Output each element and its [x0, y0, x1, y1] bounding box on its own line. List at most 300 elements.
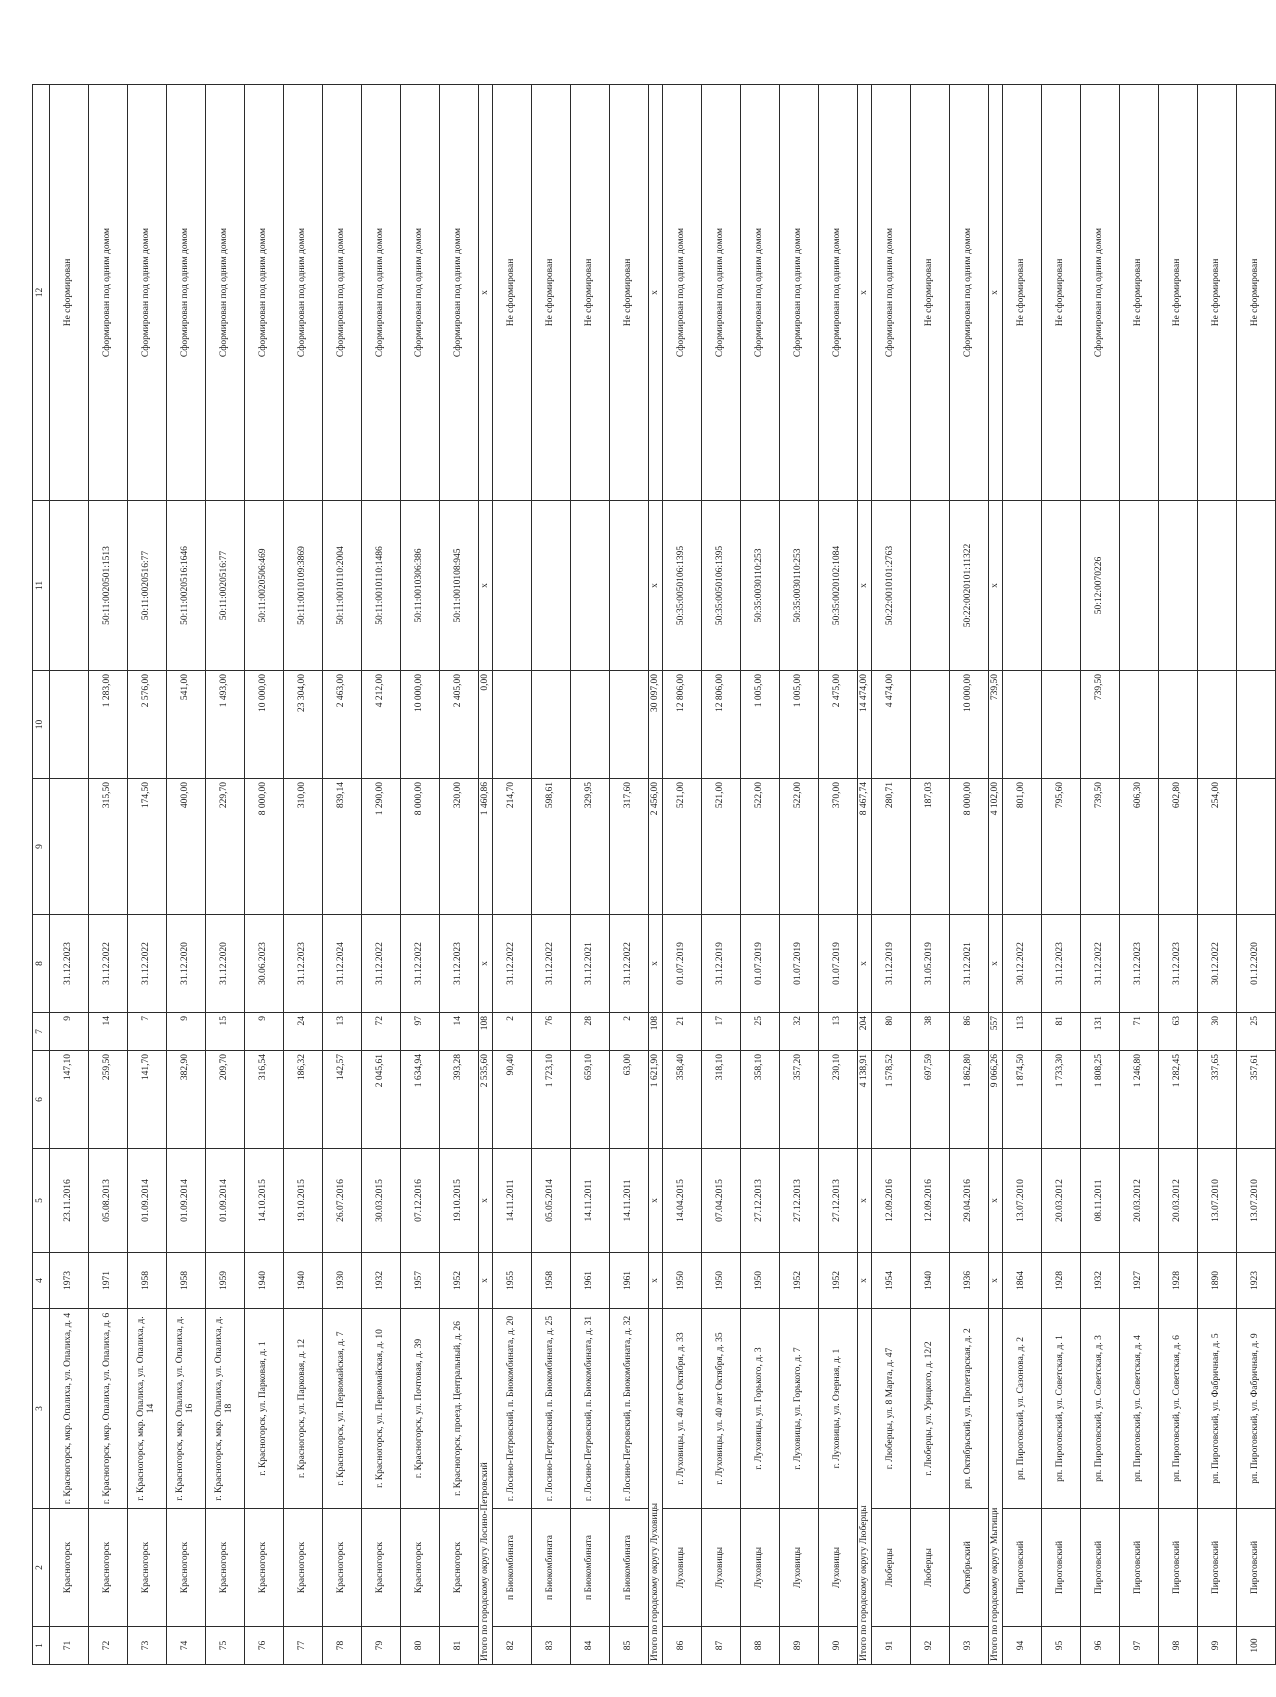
- settlement-cell: Красногорск: [401, 1509, 440, 1627]
- subtotal-year: x: [479, 1253, 493, 1309]
- cadastral-cell: [1042, 501, 1081, 671]
- col9-cell: 8 000,00: [950, 779, 989, 915]
- table-row: [440, 85, 479, 1665]
- residents-cell: 14: [89, 1013, 128, 1051]
- cadastral-cell: 50:35:0050106:1395: [702, 501, 741, 671]
- col10-cell: 1 283,00: [89, 671, 128, 779]
- address-cell: рп. Пироговский, ул. Сазонова, д. 2: [1003, 1309, 1042, 1509]
- residents-cell: 81: [1042, 1013, 1081, 1051]
- col10-cell: 12 806,00: [702, 671, 741, 779]
- col10-cell: [1003, 671, 1042, 779]
- date-cell: 01.09.2014: [206, 1149, 245, 1253]
- land-status-cell: Сформирован под одним домом: [1081, 85, 1120, 501]
- col9-cell: 329,95: [571, 779, 610, 915]
- area-cell: 659,10: [571, 1051, 610, 1149]
- address-cell: г. Красногорск, проезд. Центральный, д. 26: [440, 1309, 479, 1509]
- row-number: 87: [702, 1627, 741, 1665]
- date-cell: 01.09.2014: [167, 1149, 206, 1253]
- date-cell: 29.04.2016: [950, 1149, 989, 1253]
- row-number: 79: [362, 1627, 401, 1665]
- rotated-page: [32, 85, 1261, 1665]
- subtotal-status: x: [858, 85, 872, 501]
- row-number: 84: [571, 1627, 610, 1665]
- land-status-cell: Не сформирован: [1198, 85, 1237, 501]
- land-status-cell: Не сформирован: [493, 85, 532, 501]
- area-cell: 697,59: [911, 1051, 950, 1149]
- subtotal-row: [989, 85, 1003, 1665]
- address-cell: рп. Пироговский, ул. Советская, д. 3: [1081, 1309, 1120, 1509]
- area-cell: 1 862,80: [950, 1051, 989, 1149]
- residents-cell: 13: [819, 1013, 858, 1051]
- row-number: 81: [440, 1627, 479, 1665]
- deadline-cell: 31.12.2022: [89, 915, 128, 1013]
- row-number: 71: [50, 1627, 89, 1665]
- table-row: [245, 85, 284, 1665]
- row-number: 85: [610, 1627, 649, 1665]
- col9-cell: 795,60: [1042, 779, 1081, 915]
- subtotal-cadastral: x: [649, 501, 663, 671]
- settlement-cell: Пироговский: [1237, 1509, 1276, 1627]
- col9-cell: 280,71: [872, 779, 911, 915]
- date-cell: 14.04.2015: [663, 1149, 702, 1253]
- residents-cell: 15: [206, 1013, 245, 1051]
- cadastral-cell: [1003, 501, 1042, 671]
- col9-cell: 606,30: [1120, 779, 1159, 915]
- deadline-cell: 31.12.2024: [323, 915, 362, 1013]
- subtotal-deadline: x: [989, 915, 1003, 1013]
- land-status-cell: Сформирован под одним домом: [206, 85, 245, 501]
- col10-cell: 10 000,00: [245, 671, 284, 779]
- col9-cell: 174,50: [128, 779, 167, 915]
- subtotal-deadline: x: [479, 915, 493, 1013]
- col10-cell: 10 000,00: [950, 671, 989, 779]
- col10-cell: 1 493,00: [206, 671, 245, 779]
- date-cell: 14.11.2011: [610, 1149, 649, 1253]
- area-cell: 90,40: [493, 1051, 532, 1149]
- subtotal-label: Итого по городскому округу Мытищи: [989, 1309, 1003, 1665]
- row-number: 93: [950, 1627, 989, 1665]
- settlement-cell: Красногорск: [128, 1509, 167, 1627]
- date-cell: 20.03.2012: [1159, 1149, 1198, 1253]
- subtotal-col10: 0,00: [479, 671, 493, 779]
- date-cell: 19.10.2015: [440, 1149, 479, 1253]
- col10-cell: [493, 671, 532, 779]
- land-status-cell: Сформирован под одним домом: [663, 85, 702, 501]
- date-cell: 07.04.2015: [702, 1149, 741, 1253]
- settlement-cell: Красногорск: [362, 1509, 401, 1627]
- residents-cell: 7: [128, 1013, 167, 1051]
- col10-cell: 1 005,00: [741, 671, 780, 779]
- land-status-cell: Сформирован под одним домом: [362, 85, 401, 501]
- area-cell: 259,50: [89, 1051, 128, 1149]
- col10-cell: 739,50: [1081, 671, 1120, 779]
- residents-cell: 9: [50, 1013, 89, 1051]
- settlement-cell: п Биокомбината: [571, 1509, 610, 1627]
- date-cell: 01.09.2014: [128, 1149, 167, 1253]
- subtotal-area: 9 066,26: [989, 1051, 1003, 1149]
- year-cell: 1927: [1120, 1253, 1159, 1309]
- cadastral-cell: 50:35:0020102:1084: [819, 501, 858, 671]
- land-status-cell: Не сформирован: [1042, 85, 1081, 501]
- date-cell: 30.03.2015: [362, 1149, 401, 1253]
- address-cell: рп. Пироговский, ул. Фабричная, д. 5: [1198, 1309, 1237, 1509]
- subtotal-count: 108: [649, 1013, 663, 1051]
- cadastral-cell: [1120, 501, 1159, 671]
- settlement-cell: п Биокомбината: [610, 1509, 649, 1627]
- settlement-cell: Луховицы: [780, 1509, 819, 1627]
- settlement-cell: Красногорск: [284, 1509, 323, 1627]
- table-row: [1042, 85, 1081, 1665]
- row-number: 72: [89, 1627, 128, 1665]
- table-row: [911, 85, 950, 1665]
- col10-cell: 1 005,00: [780, 671, 819, 779]
- row-number: 96: [1081, 1627, 1120, 1665]
- subtotal-col9: 1 460,86: [479, 779, 493, 915]
- deadline-cell: 31.12.2022: [1081, 915, 1120, 1013]
- col9-cell: 8 000,00: [245, 779, 284, 915]
- area-cell: 230,10: [819, 1051, 858, 1149]
- address-cell: г. Красногорск, мкр. Опалиха, ул. Опалиха, д. 18: [206, 1309, 245, 1509]
- col9-cell: 602,80: [1159, 779, 1198, 915]
- subtotal-row: [479, 85, 493, 1665]
- area-cell: 1 808,25: [1081, 1051, 1120, 1149]
- cadastral-cell: 50:22:0020101:11322: [950, 501, 989, 671]
- table-row: [872, 85, 911, 1665]
- year-cell: 1950: [741, 1253, 780, 1309]
- subtotal-col10: 30 097,00: [649, 671, 663, 779]
- column-number-cell: 10: [33, 671, 50, 779]
- row-number: 88: [741, 1627, 780, 1665]
- cadastral-cell: 50:11:0020506:469: [245, 501, 284, 671]
- col9-cell: 522,00: [741, 779, 780, 915]
- address-cell: рп. Октябрьский, ул. Пролетарская, д. 2: [950, 1309, 989, 1509]
- date-cell: 07.12.2016: [401, 1149, 440, 1253]
- table-row: [702, 85, 741, 1665]
- year-cell: 1958: [128, 1253, 167, 1309]
- land-status-cell: Не сформирован: [50, 85, 89, 501]
- date-cell: 12.09.2016: [911, 1149, 950, 1253]
- year-cell: 1952: [780, 1253, 819, 1309]
- area-cell: 1 874,50: [1003, 1051, 1042, 1149]
- land-status-cell: Сформирован под одним домом: [89, 85, 128, 501]
- land-status-cell: Сформирован под одним домом: [741, 85, 780, 501]
- col10-cell: [610, 671, 649, 779]
- year-cell: 1928: [1042, 1253, 1081, 1309]
- col9-cell: 254,00: [1198, 779, 1237, 915]
- col9-cell: [1237, 779, 1276, 915]
- date-cell: 14.11.2011: [493, 1149, 532, 1253]
- settlement-cell: Красногорск: [167, 1509, 206, 1627]
- table-row: [532, 85, 571, 1665]
- area-cell: 358,10: [741, 1051, 780, 1149]
- land-status-cell: Сформирован под одним домом: [284, 85, 323, 501]
- col9-cell: 839,14: [323, 779, 362, 915]
- subtotal-count: 204: [858, 1013, 872, 1051]
- area-cell: 63,00: [610, 1051, 649, 1149]
- land-status-cell: Не сформирован: [1159, 85, 1198, 501]
- address-cell: г. Красногорск, мкр. Опалиха, ул. Опалиха, д. 4: [50, 1309, 89, 1509]
- area-cell: 382,90: [167, 1051, 206, 1149]
- year-cell: 1973: [50, 1253, 89, 1309]
- date-cell: 13.07.2010: [1003, 1149, 1042, 1253]
- area-cell: 1 578,52: [872, 1051, 911, 1149]
- col10-cell: 2 475,00: [819, 671, 858, 779]
- col10-cell: [911, 671, 950, 779]
- col10-cell: 4 474,00: [872, 671, 911, 779]
- land-status-cell: Не сформирован: [1237, 85, 1276, 501]
- column-number-cell: 4: [33, 1253, 50, 1309]
- row-number: 97: [1120, 1627, 1159, 1665]
- housing-table: [32, 84, 1276, 1665]
- column-number-cell: 3: [33, 1309, 50, 1509]
- cadastral-cell: 50:11:0020516:77: [128, 501, 167, 671]
- table-row: [819, 85, 858, 1665]
- col10-cell: [1198, 671, 1237, 779]
- settlement-cell: Октябрьский: [950, 1509, 989, 1627]
- table-row: [780, 85, 819, 1665]
- deadline-cell: 31.12.2019: [702, 915, 741, 1013]
- address-cell: г. Луховицы, ул. Озерная, д. 1: [819, 1309, 858, 1509]
- column-number-cell: 7: [33, 1013, 50, 1051]
- date-cell: 12.09.2016: [872, 1149, 911, 1253]
- row-number: 74: [167, 1627, 206, 1665]
- year-cell: 1890: [1198, 1253, 1237, 1309]
- year-cell: 1958: [167, 1253, 206, 1309]
- row-number: 76: [245, 1627, 284, 1665]
- year-cell: 1932: [362, 1253, 401, 1309]
- year-cell: 1950: [702, 1253, 741, 1309]
- table-row: [89, 85, 128, 1665]
- cadastral-cell: 50:11:0010306:386: [401, 501, 440, 671]
- area-cell: 142,57: [323, 1051, 362, 1149]
- address-cell: г. Лосино-Петровский, п. Биокомбината, д. 32: [610, 1309, 649, 1509]
- table-row: [1003, 85, 1042, 1665]
- subtotal-col9: 2 456,00: [649, 779, 663, 915]
- residents-cell: 76: [532, 1013, 571, 1051]
- deadline-cell: 31.12.2020: [206, 915, 245, 1013]
- address-cell: г. Лосино-Петровский, п. Биокомбината, д. 31: [571, 1309, 610, 1509]
- subtotal-date: x: [858, 1149, 872, 1253]
- col10-cell: [571, 671, 610, 779]
- column-number-cell: 9: [33, 779, 50, 915]
- subtotal-label: Итого по городскому округу Луховицы: [649, 1309, 663, 1665]
- deadline-cell: 31.12.2022: [493, 915, 532, 1013]
- col10-cell: 2 405,00: [440, 671, 479, 779]
- residents-cell: 38: [911, 1013, 950, 1051]
- table-row: [167, 85, 206, 1665]
- row-number: 86: [663, 1627, 702, 1665]
- subtotal-area: 1 621,90: [649, 1051, 663, 1149]
- area-cell: 1 634,94: [401, 1051, 440, 1149]
- land-status-cell: Не сформирован: [1003, 85, 1042, 501]
- row-number: 92: [911, 1627, 950, 1665]
- deadline-cell: 31.12.2023: [284, 915, 323, 1013]
- year-cell: 1936: [950, 1253, 989, 1309]
- table-row: [1159, 85, 1198, 1665]
- address-cell: г. Красногорск, ул. Почтовая, д. 39: [401, 1309, 440, 1509]
- table-row: [401, 85, 440, 1665]
- cadastral-cell: 50:35:0030110:253: [780, 501, 819, 671]
- subtotal-year: x: [858, 1253, 872, 1309]
- table-row: [493, 85, 532, 1665]
- year-cell: 1952: [819, 1253, 858, 1309]
- settlement-cell: Пироговский: [1081, 1509, 1120, 1627]
- land-status-cell: Не сформирован: [532, 85, 571, 501]
- cadastral-cell: 50:22:0010101:2763: [872, 501, 911, 671]
- col9-cell: 739,50: [1081, 779, 1120, 915]
- column-number-cell: 5: [33, 1149, 50, 1253]
- date-cell: 13.07.2010: [1198, 1149, 1237, 1253]
- col10-cell: 23 304,00: [284, 671, 323, 779]
- residents-cell: 25: [1237, 1013, 1276, 1051]
- land-status-cell: Сформирован под одним домом: [819, 85, 858, 501]
- cadastral-cell: [1237, 501, 1276, 671]
- column-number-cell: 8: [33, 915, 50, 1013]
- table-row: [128, 85, 167, 1665]
- residents-cell: 28: [571, 1013, 610, 1051]
- residents-cell: 97: [401, 1013, 440, 1051]
- column-number-cell: 12: [33, 85, 50, 501]
- area-cell: 1 733,30: [1042, 1051, 1081, 1149]
- settlement-cell: Луховицы: [663, 1509, 702, 1627]
- col10-cell: 4 212,00: [362, 671, 401, 779]
- address-cell: г. Люберцы, ул. Урицкого, д. 12/2: [911, 1309, 950, 1509]
- residents-cell: 17: [702, 1013, 741, 1051]
- row-number: 80: [401, 1627, 440, 1665]
- subtotal-col9: 4 102,00: [989, 779, 1003, 915]
- date-cell: 13.07.2010: [1237, 1149, 1276, 1253]
- deadline-cell: 31.12.2021: [950, 915, 989, 1013]
- residents-cell: 71: [1120, 1013, 1159, 1051]
- year-cell: 1928: [1159, 1253, 1198, 1309]
- residents-cell: 21: [663, 1013, 702, 1051]
- cadastral-cell: 50:11:0020516:77: [206, 501, 245, 671]
- col9-cell: 317,60: [610, 779, 649, 915]
- subtotal-cadastral: x: [989, 501, 1003, 671]
- date-cell: 05.08.2013: [89, 1149, 128, 1253]
- row-number: 100: [1237, 1627, 1276, 1665]
- settlement-cell: Люберцы: [872, 1509, 911, 1627]
- column-number-cell: 1: [33, 1627, 50, 1665]
- col9-cell: 320,00: [440, 779, 479, 915]
- column-number-row: [33, 85, 50, 1665]
- land-status-cell: Не сформирован: [571, 85, 610, 501]
- address-cell: г. Люберцы, ул. 8 Марта, д. 47: [872, 1309, 911, 1509]
- settlement-cell: Красногорск: [50, 1509, 89, 1627]
- cadastral-cell: 50:11:0010110:2004: [323, 501, 362, 671]
- col10-cell: 12 806,00: [663, 671, 702, 779]
- table-row: [362, 85, 401, 1665]
- col9-cell: 400,00: [167, 779, 206, 915]
- subtotal-col10: 739,50: [989, 671, 1003, 779]
- address-cell: г. Красногорск, мкр. Опалиха, ул. Опалиха, д. 6: [89, 1309, 128, 1509]
- date-cell: 08.11.2011: [1081, 1149, 1120, 1253]
- column-number-cell: 6: [33, 1051, 50, 1149]
- row-number: 83: [532, 1627, 571, 1665]
- subtotal-status: x: [989, 85, 1003, 501]
- deadline-cell: 31.12.2022: [362, 915, 401, 1013]
- subtotal-area: 2 535,60: [479, 1051, 493, 1149]
- col10-cell: 541,00: [167, 671, 206, 779]
- date-cell: 20.03.2012: [1120, 1149, 1159, 1253]
- settlement-cell: Пироговский: [1120, 1509, 1159, 1627]
- land-status-cell: Сформирован под одним домом: [872, 85, 911, 501]
- deadline-cell: 01.07.2019: [663, 915, 702, 1013]
- deadline-cell: 31.12.2023: [1042, 915, 1081, 1013]
- table-row: [741, 85, 780, 1665]
- col9-cell: 229,70: [206, 779, 245, 915]
- cadastral-cell: 50:11:0010109:3869: [284, 501, 323, 671]
- year-cell: 1940: [245, 1253, 284, 1309]
- cadastral-cell: [532, 501, 571, 671]
- area-cell: 141,70: [128, 1051, 167, 1149]
- date-cell: 19.10.2015: [284, 1149, 323, 1253]
- col9-cell: 801,00: [1003, 779, 1042, 915]
- address-cell: г. Луховицы, ул. Горького, д. 7: [780, 1309, 819, 1509]
- area-cell: 1 246,80: [1120, 1051, 1159, 1149]
- area-cell: 2 045,61: [362, 1051, 401, 1149]
- deadline-cell: 31.12.2023: [1159, 915, 1198, 1013]
- subtotal-status: x: [649, 85, 663, 501]
- area-cell: 1 723,10: [532, 1051, 571, 1149]
- residents-cell: 13: [323, 1013, 362, 1051]
- deadline-cell: 31.05.2019: [911, 915, 950, 1013]
- deadline-cell: 01.07.2019: [780, 915, 819, 1013]
- residents-cell: 72: [362, 1013, 401, 1051]
- cadastral-cell: 50:12:0070226: [1081, 501, 1120, 671]
- table-row: [1120, 85, 1159, 1665]
- area-cell: 186,32: [284, 1051, 323, 1149]
- address-cell: г. Луховицы, ул. Горького, д. 3: [741, 1309, 780, 1509]
- residents-cell: 9: [245, 1013, 284, 1051]
- residents-cell: 2: [610, 1013, 649, 1051]
- year-cell: 1930: [323, 1253, 362, 1309]
- date-cell: 27.12.2013: [741, 1149, 780, 1253]
- land-status-cell: Сформирован под одним домом: [440, 85, 479, 501]
- deadline-cell: 30.12.2022: [1198, 915, 1237, 1013]
- col10-cell: [1159, 671, 1198, 779]
- deadline-cell: 31.12.2022: [128, 915, 167, 1013]
- year-cell: 1950: [663, 1253, 702, 1309]
- settlement-cell: Луховицы: [819, 1509, 858, 1627]
- table-row: [323, 85, 362, 1665]
- table-row: [663, 85, 702, 1665]
- cadastral-cell: [911, 501, 950, 671]
- area-cell: 147,10: [50, 1051, 89, 1149]
- address-cell: г. Красногорск, мкр. Опалиха, ул. Опалиха, д. 14: [128, 1309, 167, 1509]
- col10-cell: [1237, 671, 1276, 779]
- year-cell: 1940: [911, 1253, 950, 1309]
- col9-cell: 8 000,00: [401, 779, 440, 915]
- date-cell: 27.12.2013: [819, 1149, 858, 1253]
- area-cell: 337,65: [1198, 1051, 1237, 1149]
- settlement-cell: Пироговский: [1003, 1509, 1042, 1627]
- residents-cell: 2: [493, 1013, 532, 1051]
- subtotal-date: x: [649, 1149, 663, 1253]
- table-row: [1081, 85, 1120, 1665]
- subtotal-deadline: x: [858, 915, 872, 1013]
- settlement-cell: Луховицы: [702, 1509, 741, 1627]
- residents-cell: 63: [1159, 1013, 1198, 1051]
- year-cell: 1864: [1003, 1253, 1042, 1309]
- date-cell: 05.05.2014: [532, 1149, 571, 1253]
- row-number: 82: [493, 1627, 532, 1665]
- area-cell: 1 282,45: [1159, 1051, 1198, 1149]
- subtotal-year: x: [989, 1253, 1003, 1309]
- row-number: 89: [780, 1627, 819, 1665]
- cadastral-cell: [610, 501, 649, 671]
- residents-cell: 25: [741, 1013, 780, 1051]
